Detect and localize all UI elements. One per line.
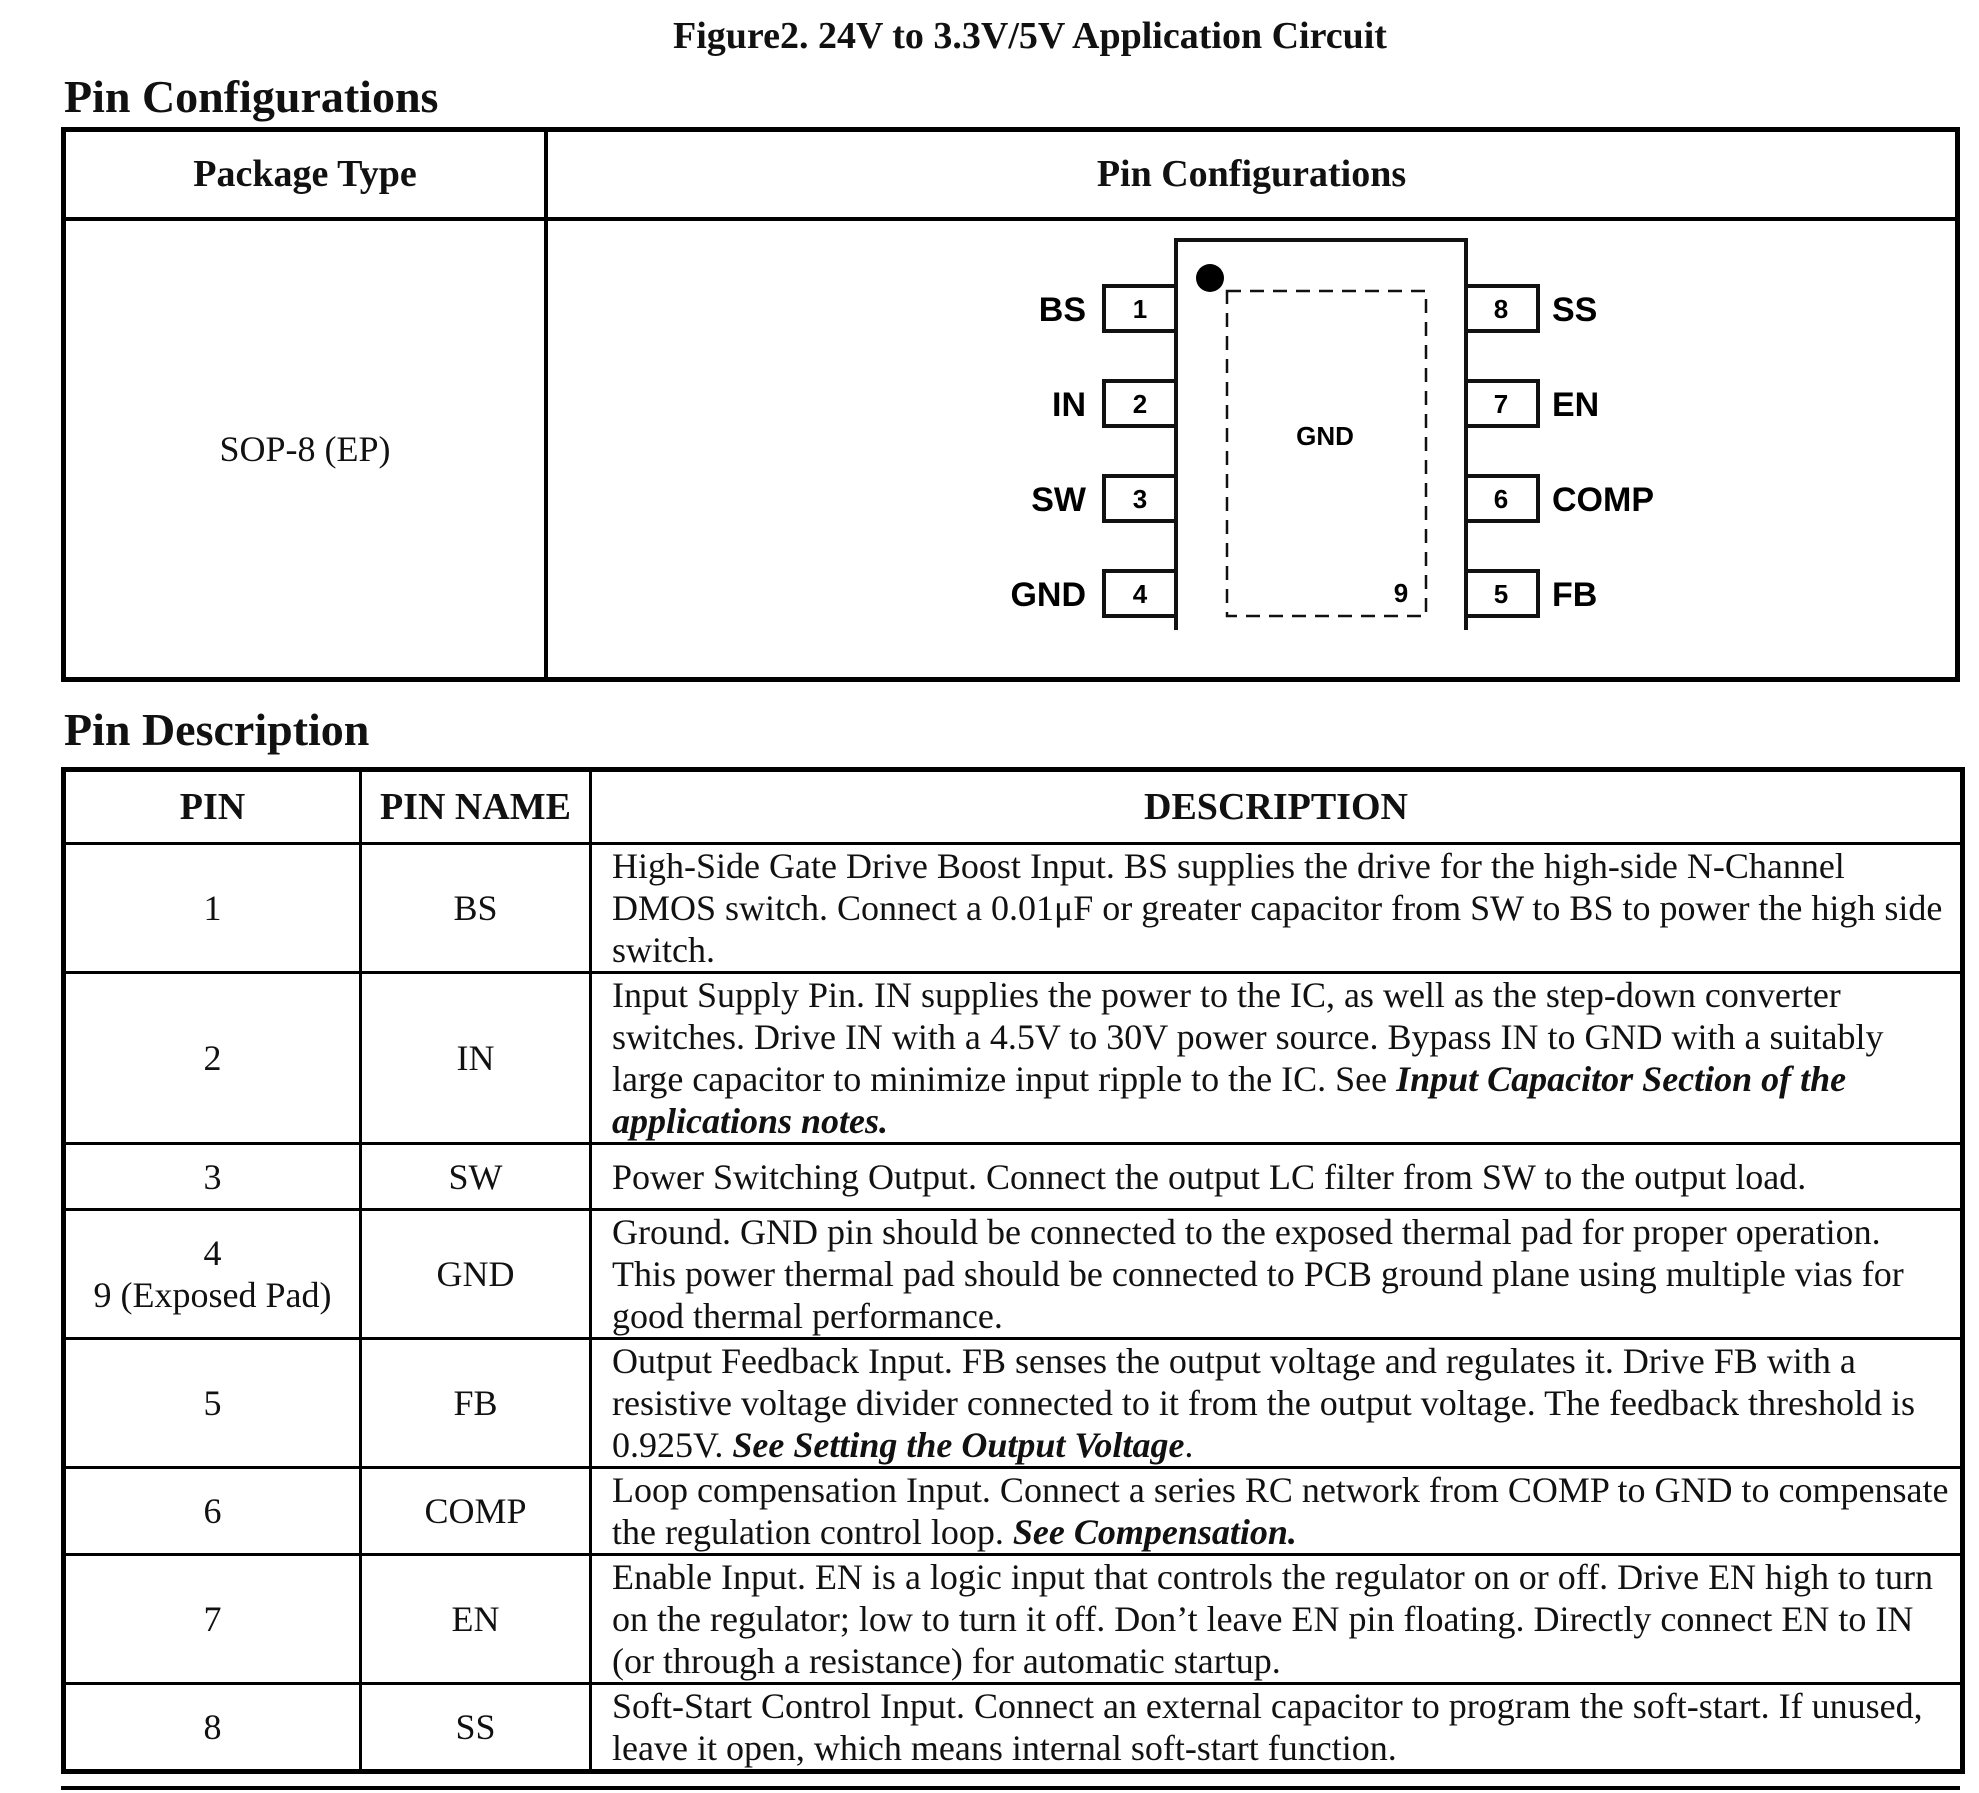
pin-name-cell: FB	[361, 1339, 591, 1468]
pin-2	[1052, 381, 1176, 426]
description-cell	[591, 973, 1963, 1144]
pin-configurations-title: Pin Configurations	[64, 71, 439, 122]
pin-description-title: Pin Description	[64, 704, 370, 755]
description-text: Ground. GND pin should be connected to the exposed thermal pad for proper operation. This power thermal pad should be connected to PCB ground plane using multiple vias for good thermal performance.	[612, 1212, 1904, 1336]
pin-name-cell: BS	[361, 844, 591, 973]
pin-name-cell: SS	[361, 1684, 591, 1772]
table-row	[64, 1684, 1963, 1772]
pin-7	[1466, 381, 1599, 426]
pin-number-cell: 6	[64, 1468, 361, 1555]
description-tail: .	[1184, 1425, 1194, 1465]
pin-label: FB	[1552, 576, 1598, 614]
pin-6	[1466, 476, 1654, 521]
description-cell	[591, 844, 1963, 973]
pin-number: 5	[1493, 579, 1509, 609]
description-text: Input Supply Pin. IN supplies the power to the IC, as well as the step-down converter switches. Drive IN with a 4.5V to 30V power source. Bypass IN to GND with a suitably large capacitor to minimize input ripple to the IC. See	[612, 975, 1884, 1099]
pin-name-cell: SW	[361, 1144, 591, 1210]
pin-number: 4	[203, 1233, 222, 1273]
package-type-value: SOP-8 (EP)	[219, 429, 391, 469]
description-cell	[591, 1339, 1963, 1468]
pin-5	[1466, 571, 1597, 616]
description-cell	[591, 1555, 1963, 1684]
pin-number: 3	[1132, 484, 1148, 514]
description-text: Power Switching Output. Connect the output LC filter from SW to the output load.	[612, 1156, 1807, 1197]
pin-1	[1039, 286, 1176, 331]
pin-configurations-header: Pin Configurations	[1096, 153, 1407, 195]
description-reference: See Setting the Output Voltage	[732, 1425, 1185, 1465]
pin-name-cell: IN	[361, 973, 591, 1144]
description-text: High-Side Gate Drive Boost Input. BS supplies the drive for the high-side N-Channel DMOS switch. Connect a 0.01μF or greater capacitor from SW to BS to power the high side switch.	[612, 846, 1943, 970]
description-reference: See Compensation.	[1012, 1512, 1297, 1552]
package-type-header: Package Type	[193, 153, 417, 195]
description-cell	[591, 1684, 1963, 1772]
table-row	[64, 844, 1963, 973]
pin-number-exposed-pad: 9 (Exposed Pad)	[93, 1275, 332, 1315]
table-header-row	[64, 770, 1963, 844]
description-cell	[591, 1144, 1963, 1210]
pin-number-cell: 8	[64, 1684, 361, 1772]
pin-number-cell	[64, 1210, 361, 1339]
description-text: Enable Input. EN is a logic input that controls the regulator on or off. Drive EN high to turn on the regulator; low to turn it off. Don’t leave EN pin floating. Directly connect EN to IN (or through a resistance) for automatic startup.	[612, 1557, 1934, 1681]
pin-name-cell: COMP	[361, 1468, 591, 1555]
pin-label: SW	[1031, 481, 1086, 519]
description-cell	[591, 1468, 1963, 1555]
pin-number-cell: 3	[64, 1144, 361, 1210]
pin-description-table	[61, 767, 1965, 1774]
pin-3	[1031, 476, 1176, 521]
pin-number: 1	[1132, 294, 1148, 324]
pin-number: 6	[1493, 484, 1509, 514]
pin-number: 8	[1493, 294, 1509, 324]
sop8-pinout-diagram	[936, 230, 1696, 630]
pin-number: 2	[1132, 389, 1148, 419]
pin-label: BS	[1038, 291, 1086, 329]
pin-number: 4	[1132, 579, 1148, 609]
description-text: Soft-Start Control Input. Connect an external capacitor to program the soft-start. If unused, leave it open, which means internal soft-start function.	[612, 1686, 1923, 1768]
pin-configurations-table	[61, 127, 1960, 682]
pin-label: IN	[1052, 386, 1086, 424]
description-column-header: DESCRIPTION	[591, 770, 1963, 844]
pin-number-cell: 7	[64, 1555, 361, 1684]
pin-number-cell: 1	[64, 844, 361, 973]
table-row	[64, 1339, 1963, 1468]
pin-8	[1466, 286, 1597, 331]
description-text: Loop compensation Input. Connect a series RC network from COMP to GND to compensate the regulation control loop.	[612, 1470, 1949, 1552]
pin-column-header: PIN	[64, 770, 361, 844]
table-row	[64, 1468, 1963, 1555]
pin1-marker	[1196, 264, 1224, 292]
pin-label: GND	[1010, 576, 1086, 614]
pin-name-cell: GND	[361, 1210, 591, 1339]
pin-name-column-header: PIN NAME	[361, 770, 591, 844]
exposed-pad-number: 9	[1393, 578, 1409, 608]
figure-caption: Figure2. 24V to 3.3V/5V Application Circuit	[673, 15, 1387, 57]
table-row	[64, 973, 1963, 1144]
description-cell	[591, 1210, 1963, 1339]
pin-name-cell: EN	[361, 1555, 591, 1684]
pin-label: SS	[1552, 291, 1598, 329]
pin-label: EN	[1552, 386, 1600, 424]
table-row	[64, 1144, 1963, 1210]
table-row	[64, 1210, 1963, 1339]
description-text: Output Feedback Input. FB senses the output voltage and regulates it. Drive FB with a resistive voltage divider connected to it from the output voltage. The feedback threshold is 0.925V.	[612, 1341, 1915, 1465]
pin-label: COMP	[1552, 481, 1654, 519]
pin-number-cell: 2	[64, 973, 361, 1144]
pin-number-cell: 5	[64, 1339, 361, 1468]
table-row	[64, 1555, 1963, 1684]
exposed-pad-label: GND	[1296, 421, 1354, 451]
description-reference: Input Capacitor Section of the applications notes.	[612, 1059, 1847, 1141]
pin-4	[1010, 571, 1176, 616]
bottom-rule	[61, 1786, 1960, 1790]
pin-number: 7	[1493, 389, 1509, 419]
